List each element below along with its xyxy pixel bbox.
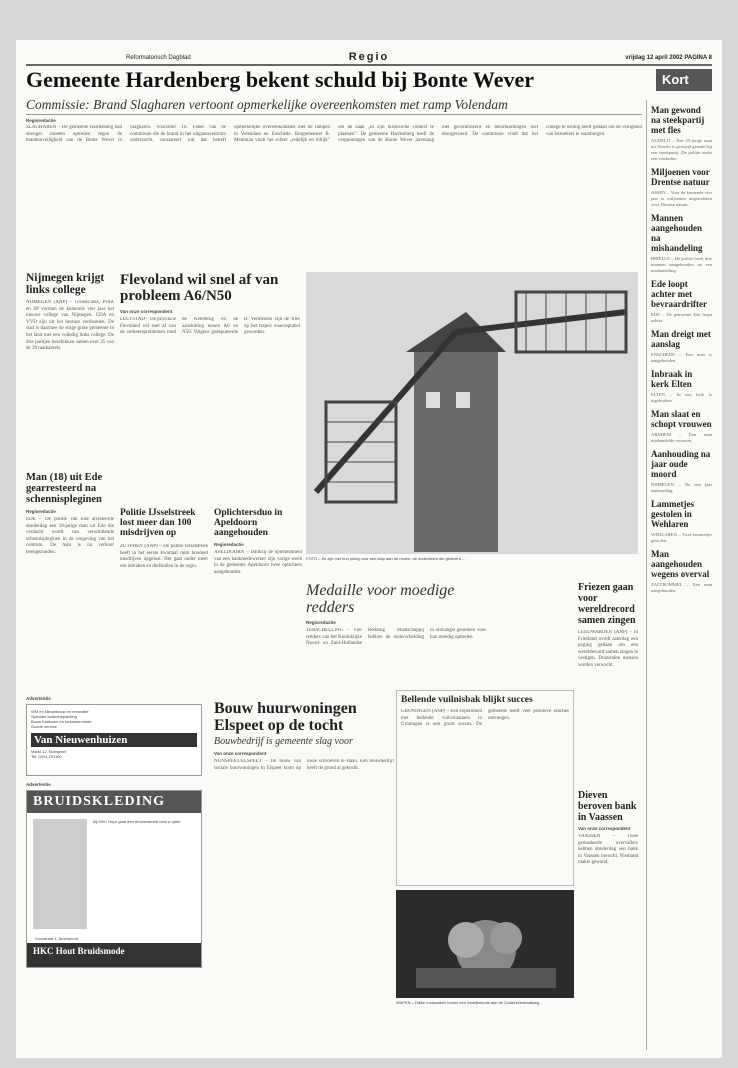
ad2-title: BRUIDSKLEDING (27, 791, 201, 813)
bride-photo (33, 819, 87, 929)
kort-item-title: Man slaat en schopt vrouwen (651, 409, 712, 429)
kort-item-title: Aanhouding na jaar oude moord (651, 449, 711, 479)
ad1-address: Markt 12, Nunspeet (31, 749, 66, 754)
ad2-tagline: Bij HKC Huys gaat een droomwereld voor u open (93, 819, 181, 824)
kort-item-body: ZALTBOMMEL – Een man aangehouden. (651, 582, 712, 593)
flevo-headline: Flevoland wil snel af van probleem A6/N50 (120, 272, 279, 304)
friezen-article (578, 582, 638, 702)
kort-item-title: Man dreigt met aanslag (651, 329, 711, 349)
kort-item-title: Miljoenen voor Drentse natuur (651, 167, 710, 187)
left-column (26, 272, 114, 692)
ad1-line: Bouw Kantoren en Industrieruimte (31, 719, 92, 724)
windmill-illustration (306, 272, 638, 554)
kort-item-title: Ede loopt achter met bevraardrifter (651, 279, 707, 309)
apeldoorn-body: APELDOORN – Dankzij de oplettendheid van een bankmedewerker zijn vorige week in de gemeente Apeldoorn twee oplichters aangehouden. (214, 550, 302, 575)
huurwoningen-body: NUNSPEET/ELSPEET – De bouw van sociale huurwoningen in Elspeet komt op losse schroeven te staan. Een bouwbedrijf heeft de grond al gekocht. (214, 759, 394, 771)
friezen-headline: Friezen gaan voor wereldrecord samen zingen (578, 582, 636, 626)
ad2-brand: HKC Hout Bruidsmode (27, 943, 202, 967)
nijmegen-headline: Nijmegen krijgt links college (26, 272, 105, 296)
ad1-line: WM en Nieuwbouw en renovatie (31, 709, 89, 714)
vaassen-article (578, 790, 638, 990)
masthead (26, 46, 712, 66)
ad-bruidskleding[interactable] (26, 790, 202, 968)
ad-nieuwenhuizen[interactable] (26, 704, 202, 776)
kort-sidebar (646, 100, 712, 1050)
windmill-caption: FOTO – Ze zijn met hun ploeg voor een klap aan de molen, de onderdelen die geleverd ... (306, 556, 466, 561)
kort-header: Kort (656, 69, 712, 91)
kort-item-body: ALMELO – Een 25-jarige man uit Almelo is gewond geraakt bij een steekpartij. De politie zoekt een verdachte. (651, 138, 712, 161)
ad1-line: Goede service (31, 724, 57, 729)
medaille-body: TERSCHELLING – Vier redders van het Koninklijke Noord- en Zuid-Hollandse Redding Maatschappij hebben de onderscheiding in ontvangst genomen voor hun moedig optreden. (306, 628, 486, 647)
lead-dateline: Regioredactie (26, 118, 56, 123)
ede-body: EDE – De politie van Ede arresteerde donderdag een 18-jarige man uit Ede die verdacht wordt van verschillende schennispleginen in de omgeving van het centrum. De man is na verhoor heengezonden. (26, 517, 114, 555)
ad1-line: Speciale buitenbeplanting (31, 714, 77, 719)
kort-item-body: ENSCHEDE – Een man is aangehouden. (651, 352, 712, 363)
kort-item-body: ELTEN – In een kerk is ingebroken. (651, 392, 712, 403)
lead-body: SLAGHAREN – De gemeente Hardenberg had strenger moeten optreden tegen de brandonveiligheid van de Bonte Wever in Slagharen. Voorzitter Th. Faber van de commissie die de brand in het uitgaanscentrum onderzocht, constateert wat dat betreft opmerkelijke overeenkomsten met de rampen in Volendam en Enschede. Burgemeester B. Meulman vindt het echter „redelijk en billijk” om de zaak „in zijn historische context te plaatsen”. De gemeente Hardenberg heeft de vergunningen van de Bonte Wever jarenlang niet gecontroleerd en tekortkomingen niet doorgevoerd. De commissie vindt dat het college te weinig heeft gedaan om de veiligheid van bezoekers te waarborgen. (26, 125, 642, 144)
vuilnis-body: GRONINGEN (ANP) – Een experiment met bellende vuilcontainers in Groningen is een groot succes. De gemeente heeft veel positieve reacties ontvangen. (401, 709, 569, 728)
kort-item-title: Man aangehouden wegens overval (651, 549, 710, 579)
flevo-body: LELYSTAD – De provincie Flevoland wil snel af van de verkeersproblemen rond de Ketelbrug en de aansluiting tussen A6 en N50. Volgens gedeputeerde B. Vermeulen zijn de files op het traject onacceptabel geworden. (120, 317, 300, 336)
huurwoningen-headline: Bouw huurwoningen Elspeet op de tocht (214, 700, 357, 734)
apeldoorn-headline: Oplichtersduo in Apeldoorn aangehouden (214, 508, 283, 538)
fire-illustration (396, 890, 574, 998)
flevo-article (120, 272, 300, 502)
medaille-dateline: Regioredactie (306, 620, 336, 625)
ad1-tag: Advertentie (26, 696, 51, 701)
windmill-photo (306, 272, 638, 554)
issue-date: vrijdag 12 april 2002 PAGINA 8 (625, 55, 712, 61)
apeldoorn-dateline: Regioredactie (214, 542, 244, 547)
ad1-name: Van Nieuwenhuizen (31, 733, 197, 747)
nijmegen-body: NIJMEGEN (ANP) – GroenLinks, PvdA en SP vormen de komende vier jaar het nieuwe college van Nijmegen. CDA en VVD zijn uit het bestuur verdwenen. De stad is daarmee de enige grote gemeente in het land met een volledig links college. De drie partijen beschikken samen over 25 van de 39 raadszetels. (26, 300, 114, 352)
apeldoorn-article (214, 508, 302, 688)
lead-kicker: Commissie: Brand Slagharen vertoont opmerkelijke overeenkomsten met ramp Volendam (26, 97, 508, 112)
vaassen-dateline: Van onze correspondent (578, 826, 631, 831)
paper-name: Reformatorisch Dagblad (126, 55, 191, 61)
huurwoningen-article (214, 700, 394, 970)
ede-headline: Man (18) uit Ede gearresteerd na schennispleginen (26, 472, 103, 505)
kort-item-body: ASSEN – Voor de komende vier jaar is miljoenen uitgetrokken voor Drentse natuur. (651, 190, 712, 207)
kort-item-title: Man gewond na steekpartij met fles (651, 105, 705, 135)
lead-headline: Gemeente Hardenberg bekent schuld bij Bonte Wever (26, 67, 534, 92)
kort-item-body: WEHLAREN – Twee lammetjes gestolen. (651, 532, 712, 543)
ad1-telephone: Tel. 0341-251100 (31, 754, 62, 759)
kort-item-title: Lammetjes gestolen in Wehlaren (651, 499, 694, 529)
friezen-body: LEEUWARDEN (ANP) – In Friesland wordt zaterdag een poging gedaan om een wereldrecord samen zingen te vestigen. Duizenden mensen worden verwacht. (578, 630, 638, 668)
kort-item-body: ARNHEM – Een man mishandelde vrouwen. (651, 432, 712, 443)
kort-item-body: NIJMEGEN – Na een jaar aanhouding. (651, 482, 712, 493)
fire-caption: WAPEN – Dikke rookwolken boven een bedrijfsloods aan de Zuiderzeestraatweg... (396, 1000, 543, 1005)
ede-dateline: Regioredactie (26, 509, 56, 514)
huurwoningen-kicker: Bouwbedrijf is gemeente slag voor (214, 736, 353, 747)
flevo-dateline: Van onze correspondent (120, 309, 173, 314)
vaassen-body: VAASSEN – Twee gemaskerde overvallers hebben donderdag een bank in Vaassen beroofd. Niemand raakte gewond. (578, 834, 638, 866)
newspaper-page (16, 40, 722, 1058)
fire-photo (396, 890, 574, 998)
ad2-tag: Advertentie (26, 782, 51, 787)
vuilnis-headline: Bellende vuilnisbak blijkt succes (401, 695, 533, 705)
section-name: Regio (348, 51, 390, 63)
lead-article (26, 118, 642, 264)
huurwoningen-dateline: Van onze correspondent (214, 751, 267, 756)
medaille-headline: Medaille voor moedige redders (306, 582, 455, 616)
ad2-address: Voorstraat 1, Amersfoort (35, 936, 79, 941)
kort-item-title: Mannen aangehouden na mishandeling (651, 213, 703, 253)
kort-item-body: BRIELLE – De politie heeft drie mannen aangehouden na een mishandeling. (651, 256, 712, 273)
vuilnis-article (396, 690, 574, 886)
vaassen-headline: Dieven beroven bank in Vaassen (578, 790, 637, 823)
ijsselstreek-headline: Politie IJsselstreek lost meer dan 100 misdrijven op (120, 508, 196, 538)
kort-item-title: Inbraak in kerk Elten (651, 369, 693, 389)
ijsselstreek-body: ZUTPHEN (ANP) – De politie IJsselstreek heeft in het eerste kwartaal ruim honderd misdrijven opgelost. Het gaat onder meer om inbraken en diefstallen in de regio. (120, 544, 208, 569)
kort-item-body: EDE – De gemeente Ede loopt achter. (651, 312, 712, 323)
ijsselstreek-article (120, 508, 208, 688)
